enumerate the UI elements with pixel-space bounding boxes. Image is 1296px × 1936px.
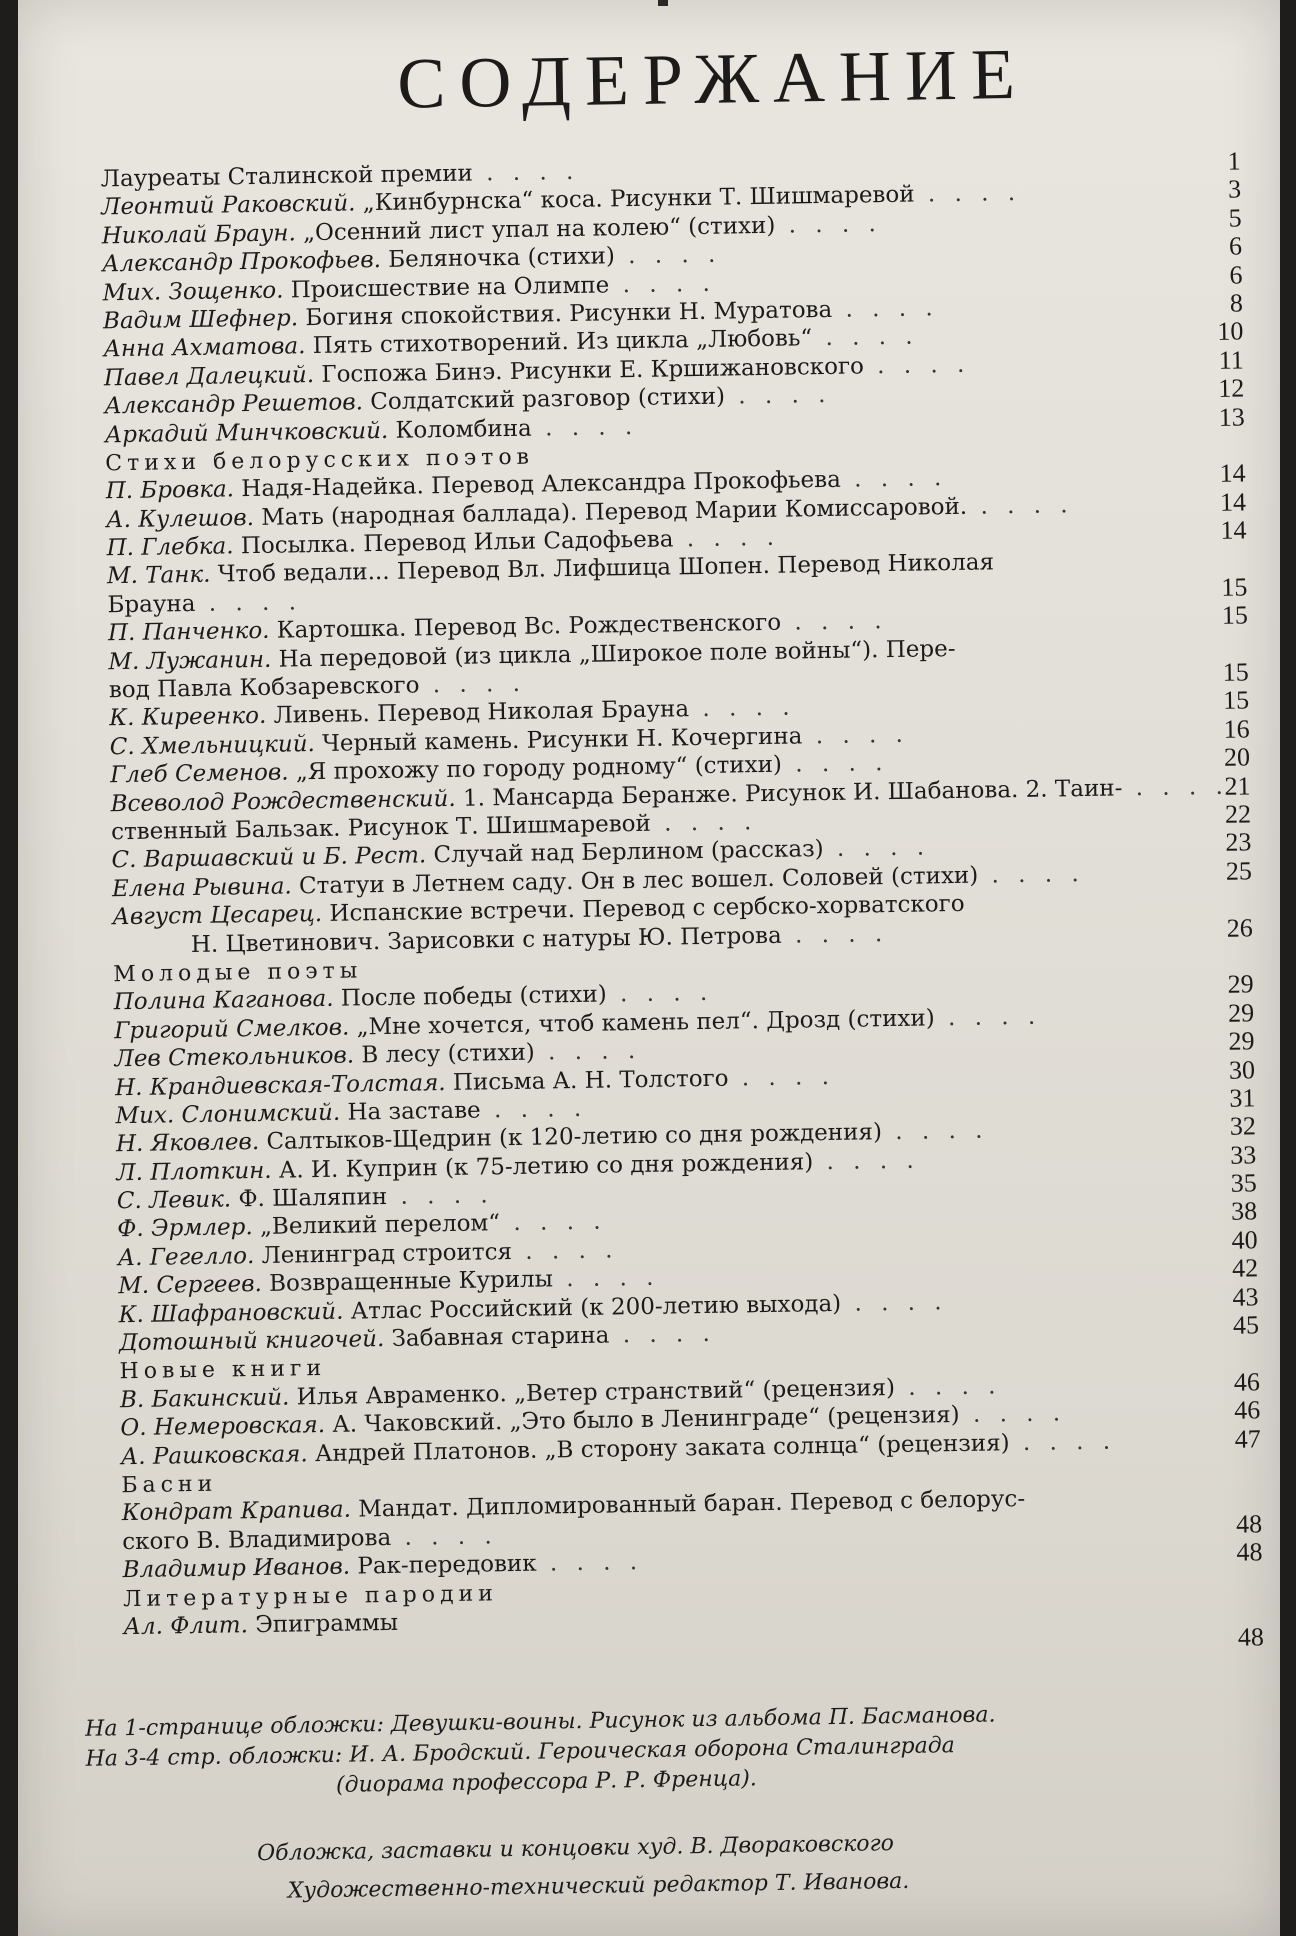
page-number: 8	[1229, 288, 1244, 318]
leader-dots: . . . .	[863, 351, 971, 380]
toc-title: Рак-передовик	[357, 1550, 537, 1580]
page-number: 40	[1231, 1225, 1258, 1255]
toc-title: Посылка. Перевод Ильи Садофьева	[240, 526, 674, 560]
toc-title: Беляночка (стихи)	[388, 243, 616, 274]
toc-title: После победы (стихи)	[340, 981, 607, 1013]
toc-author: Александр Прокофьев.	[101, 247, 382, 278]
toc-title: Статуи в Летнем саду. Он в лес вошел. Соловей (стихи)	[298, 862, 979, 900]
credit-line: Обложка, заставки и концовки худ. В. Двораковского	[256, 1831, 895, 1867]
page-number: 25	[1225, 856, 1253, 886]
leader-dots: . . . .	[823, 834, 931, 863]
toc-author: К. Киреенко.	[109, 703, 267, 732]
toc-author: Мих. Зощенко.	[102, 277, 284, 306]
toc-title: Письма А. Н. Толстого	[452, 1065, 729, 1096]
page-top-mark	[658, 0, 668, 6]
page-number: 48	[1237, 1622, 1265, 1652]
page-number	[1223, 1595, 1263, 1596]
page-number: 15	[1222, 657, 1249, 687]
page-number: 26	[1226, 912, 1253, 943]
toc-title: На заставе	[347, 1097, 481, 1126]
page-number: 38	[1230, 1196, 1258, 1227]
section-title: Басни	[121, 1471, 218, 1499]
toc-author: К. Шафрановский.	[118, 1298, 344, 1328]
leader-dots: . . . .	[728, 1063, 836, 1092]
leader-dots: . . . .	[840, 1288, 948, 1317]
leader-dots: . . . .	[775, 210, 883, 239]
toc-title: Ливень. Перевод Николая Брауна	[273, 696, 690, 730]
section-title: Литературные пародии	[122, 1580, 499, 1612]
leader-dots: . . . .	[914, 180, 1022, 208]
leader-dots: . . . .	[978, 860, 1085, 889]
toc-title: Мандат. Дипломированный баран. Перевод с белорус-	[358, 1486, 1026, 1523]
toc-title: Возвращенные Курилы	[268, 1266, 554, 1298]
page-number: 3	[1227, 174, 1242, 205]
toc-title: Солдатский разговор (стихи)	[370, 383, 726, 416]
page-number: 10	[1217, 316, 1244, 347]
toc-title: Андрей Платонов. „В сторону заката солнца“ (рецензия)	[314, 1429, 1010, 1467]
toc-author: В. Бакинский.	[119, 1384, 290, 1413]
leader-dots: . . . .	[832, 295, 939, 323]
leader-dots: . . . .	[511, 1237, 619, 1265]
leader-dots: . . . .	[1009, 1428, 1117, 1456]
leader-dots: . . . .	[480, 1095, 588, 1124]
toc-title: Ленинград строится	[261, 1238, 513, 1269]
leader-dots: . . . .	[536, 1549, 644, 1577]
toc-author: Глеб Семенов.	[109, 759, 289, 789]
toc-title: Н. Цветинович. Зарисовки с натуры Ю. Петрова	[190, 922, 782, 958]
cover-note-line: На 1-странице обложки: Девушки-воины. Рисунок из альбома П. Басманова.	[84, 1702, 996, 1742]
page-number: 47	[1234, 1423, 1261, 1454]
leader-dots: . . . .	[934, 1003, 1042, 1032]
toc-title: Пять стихотворений. Из цикла „Любовь“	[312, 325, 813, 360]
cover-note-line: На 3-4 стр. обложки: И. А. Бродский. Героическая оборона Сталинграда	[85, 1733, 956, 1772]
toc-title: Ф. Шаляпин	[238, 1184, 388, 1213]
page-number: 21	[1224, 770, 1251, 801]
leader-dots: . . . .	[673, 524, 781, 553]
leader-dots: . . . .	[781, 750, 889, 778]
toc-title: „Осенний лист упал на колею“ (стихи)	[302, 212, 776, 246]
leader-dots: . . . .	[881, 1117, 989, 1146]
cover-notes	[85, 1696, 1286, 1805]
credits	[257, 1821, 1158, 1911]
toc-author: М. Лужанин.	[108, 646, 272, 675]
toc-author: Всеволод Рождественский.	[110, 785, 456, 817]
toc-author: Ф. Эрмлер.	[117, 1214, 253, 1243]
page-number: 14	[1219, 487, 1247, 517]
page-title: СОДЕРЖАНИЕ	[396, 33, 1030, 124]
leader-dots: . . . .	[966, 491, 1074, 520]
toc-title: Мать (народная баллада). Перевод Марии Комиссаровой.	[261, 493, 968, 531]
toc-author: Григорий Смелков.	[113, 1014, 350, 1044]
leader-dots: . . . .	[688, 694, 796, 723]
page-number: 15	[1222, 685, 1250, 716]
toc-title: Богиня спокойствия. Рисунки Н. Муратова	[305, 296, 833, 332]
leader-dots: . . . .	[1122, 773, 1230, 801]
toc-author: П. Глебка.	[106, 533, 234, 562]
leader-dots: . . . .	[811, 323, 919, 352]
toc-title: В лесу (стихи)	[361, 1039, 535, 1069]
book-page	[18, 0, 1280, 1936]
leader-dots: . . . .	[391, 1523, 498, 1551]
toc-author: А. Кулешов.	[105, 504, 255, 533]
toc-author: Н. Крандиевская-Толстая.	[114, 1069, 446, 1101]
leader-dots: . . . .	[552, 1264, 660, 1293]
leader-dots: . . . .	[840, 465, 948, 494]
section-title: Молодые поэты	[113, 958, 363, 988]
toc-entry-text	[123, 1609, 398, 1642]
page-number	[1219, 1340, 1259, 1341]
toc-title: Госпожа Бинэ. Рисунки Е. Кршижановского	[321, 353, 865, 388]
page-number: 29	[1228, 1026, 1255, 1056]
page-number	[1213, 942, 1253, 943]
page-number: 35	[1230, 1168, 1257, 1198]
leader-dots: . . . .	[781, 920, 889, 949]
toc-title: „Мне хочется, чтоб камень пел“. Дрозд (стихи)	[356, 1005, 935, 1041]
toc-author: А. Гегелло.	[117, 1242, 255, 1272]
toc-title: Чтоб ведали... Перевод Вл. Лифшица Шопен. Перевод Николая	[217, 549, 995, 589]
toc-title: Картошка. Перевод Вс. Рождественского	[276, 609, 782, 644]
leader-dots: . . . .	[609, 270, 716, 298]
page-number: 48	[1236, 1537, 1263, 1567]
toc-author: О. Немеровская.	[120, 1412, 326, 1442]
toc-author: Анна Ахматова.	[103, 333, 306, 363]
toc-author: Август Цесарец.	[112, 901, 323, 931]
toc-title: ственный Бальзак. Рисунок Т. Шишмаревой	[110, 810, 652, 846]
toc-author: Николай Браун.	[101, 220, 296, 250]
leader-dots: . . . .	[802, 721, 910, 750]
leader-dots: . . . .	[614, 241, 722, 270]
page-number	[1207, 545, 1247, 546]
toc-title: А. И. Куприн (к 75-летию со дня рождения)	[278, 1148, 814, 1184]
leader-dots: . . . .	[959, 1400, 1067, 1429]
page-number: 33	[1230, 1139, 1257, 1170]
toc-title: А. Чаковский. „Это было в Ленинграде“ (рецензия)	[332, 1402, 960, 1439]
leader-dots: . . . .	[813, 1147, 920, 1175]
page-number: 46	[1233, 1367, 1261, 1397]
toc-title: „Я прохожу по городу родному“ (стихи)	[295, 751, 783, 786]
page-number: 43	[1232, 1281, 1259, 1312]
toc-title: Забавная старина	[391, 1322, 610, 1352]
page-number: 1	[1227, 146, 1241, 176]
toc-entry-text	[119, 1354, 326, 1387]
toc-author: С. Варшавский и Б. Рест.	[111, 842, 427, 874]
toc-title: На передовой (из цикла „Широкое поле войны“). Пере-	[278, 635, 956, 673]
toc-title: Атлас Российский (к 200-летию выхода)	[350, 1290, 842, 1325]
leader-dots: . . . .	[606, 980, 714, 1008]
toc-title: ского В. Владимирова	[122, 1524, 392, 1555]
leader-dots: . . . .	[387, 1182, 494, 1211]
leader-dots: . . . .	[534, 1038, 642, 1066]
toc-title: Черный камень. Рисунки Н. Кочергина	[321, 723, 803, 757]
toc-title: Испанские встречи. Перевод с сербско-хорватского	[329, 891, 965, 928]
page-number	[1205, 431, 1245, 432]
toc-author: М. Танк.	[106, 562, 211, 590]
toc-author: Павел Далецкий.	[103, 361, 315, 392]
page-number	[1221, 1482, 1261, 1483]
page-number: 5	[1228, 203, 1242, 233]
toc-author: Елена Рывина.	[111, 873, 292, 903]
toc-author: Н. Яковлев.	[115, 1129, 260, 1158]
page-number: 42	[1231, 1253, 1259, 1283]
toc-author: Полина Каганова.	[113, 986, 334, 1016]
page-number	[1223, 1567, 1263, 1568]
leader-dots: . . . .	[472, 158, 580, 187]
section-title: Стихи белорусских поэтов	[105, 444, 535, 477]
toc-author: С. Левик.	[116, 1186, 232, 1215]
toc-author: А. Рашковская.	[120, 1440, 308, 1470]
leader-dots: . . . .	[894, 1373, 1002, 1401]
toc-author: Кондрат Крапива.	[121, 1496, 352, 1527]
toc-title: Надя-Надейка. Перевод Александра Прокофьева	[241, 467, 842, 503]
page-number: 14	[1219, 458, 1246, 489]
leader-dots: . . . .	[609, 1320, 717, 1349]
toc-title: Брауна	[107, 590, 196, 619]
toc-title: Салтыков-Щедрин (к 120-летию со дня рождения)	[266, 1119, 883, 1156]
toc-author: Александр Решетов.	[104, 389, 364, 420]
toc-title: 1. Мансарда Беранже. Рисунок И. Шабанова. 2. Таин-	[462, 774, 1123, 812]
toc-title: Эпиграммы	[255, 1609, 399, 1639]
toc-entry-text	[121, 1470, 217, 1501]
page-number: 15	[1221, 600, 1249, 631]
credit-line: Художественно-технический редактор Т. Иванова.	[287, 1868, 910, 1904]
page-number: 22	[1224, 799, 1252, 829]
page-number: 23	[1225, 827, 1252, 858]
table-of-contents	[101, 147, 1264, 1669]
page-number: 13	[1218, 401, 1245, 432]
cover-note-line: (диорама профессора Р. Р. Френца).	[335, 1766, 758, 1798]
leader-dots: . . . .	[419, 670, 527, 699]
toc-author: Мих. Слонимский.	[115, 1099, 341, 1130]
page-number: 29	[1227, 969, 1254, 1000]
toc-title: Лауреаты Сталинской премии	[100, 160, 474, 193]
toc-author: Ал. Флит.	[123, 1612, 249, 1641]
page-number: 14	[1220, 515, 1247, 545]
page-number: 48	[1235, 1509, 1263, 1539]
toc-author: М. Сергеев.	[118, 1271, 263, 1300]
page-number: 30	[1228, 1054, 1256, 1085]
toc-author: Леонтий Раковский.	[101, 190, 356, 221]
toc-author: П. Бровка.	[105, 476, 235, 505]
toc-author: Л. Плоткин.	[116, 1157, 272, 1186]
toc-title: „Кинбурнска“ коса. Рисунки Т. Шишмаревой	[362, 181, 915, 217]
page-number: 12	[1218, 373, 1245, 403]
toc-entry-text	[107, 588, 302, 619]
toc-title: „Великий перелом“	[259, 1210, 501, 1241]
leader-dots: . . . .	[499, 1208, 607, 1237]
page-number	[1208, 630, 1248, 631]
toc-title: Илья Авраменко. „Ветер странствий“ (рецензия)	[296, 1374, 896, 1411]
leader-dots: . . . .	[531, 413, 639, 442]
page-number: 15	[1221, 572, 1248, 602]
page-number	[1212, 886, 1252, 887]
toc-author: Дотошный книгочей.	[118, 1326, 385, 1357]
toc-author: С. Хмельницкий.	[109, 730, 316, 761]
leader-dots: . . . .	[195, 589, 303, 617]
toc-title: Случай над Берлином (рассказ)	[433, 836, 824, 869]
toc-author: Владимир Иванов.	[122, 1553, 351, 1584]
page-number: 6	[1229, 259, 1243, 290]
page-number: 46	[1234, 1395, 1261, 1425]
toc-title: Коломбина	[395, 415, 532, 444]
toc-title: Происшествие на Олимпе	[290, 271, 610, 303]
toc-author: Вадим Шефнер.	[102, 305, 299, 335]
leader-dots: . . . .	[650, 809, 758, 837]
page-number: 31	[1229, 1083, 1256, 1113]
page-number: 6	[1228, 231, 1243, 261]
page-number: 45	[1232, 1310, 1260, 1340]
page-number: 16	[1223, 714, 1250, 744]
page-number: 20	[1223, 742, 1251, 772]
page-number: 32	[1229, 1111, 1257, 1142]
page-number: 11	[1218, 345, 1245, 375]
leader-dots: . . . .	[780, 608, 888, 636]
section-title: Новые книги	[119, 1356, 327, 1385]
toc-author: Аркадий Минчковский.	[104, 417, 389, 448]
toc-title: вод Павла Кобзаревского	[108, 672, 420, 704]
page-number: 29	[1227, 998, 1255, 1028]
toc-author: П. Панченко.	[107, 618, 270, 647]
leader-dots: . . . .	[724, 382, 832, 410]
toc-author: Лев Стекольников.	[114, 1042, 355, 1073]
page-number	[1221, 1453, 1261, 1454]
